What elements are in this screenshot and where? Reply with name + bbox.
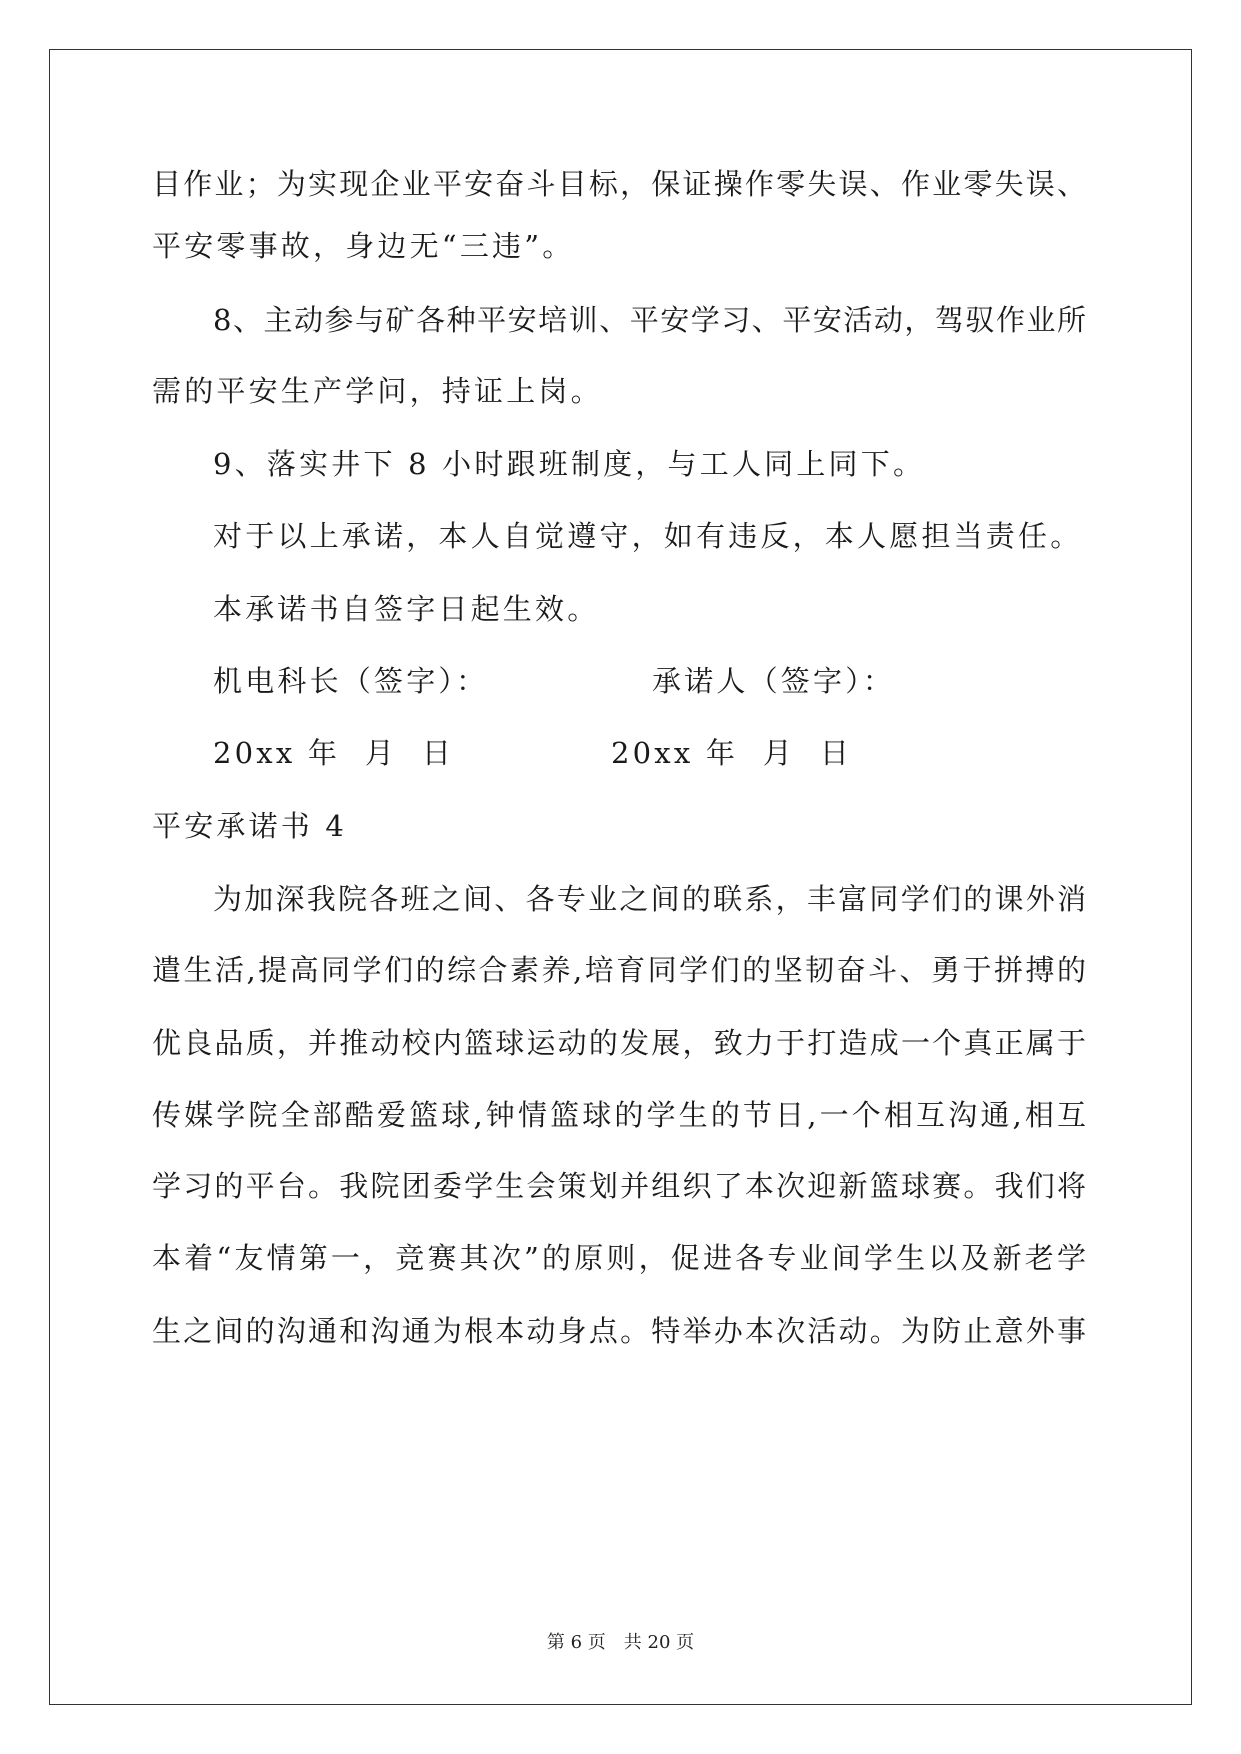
section-line-6: 本着“友情第一，竞赛其次”的原则，促进各专业间学生以及新老学 — [152, 1241, 1086, 1275]
body-line-5: 9、落实井下 8 小时跟班制度，与工人同上同下。 — [213, 447, 926, 481]
page-border — [49, 49, 1192, 1705]
section-line-1: 为加深我院各班之间、各专业之间的联系，丰富同学们的课外消 — [213, 882, 1086, 916]
section-line-5: 学习的平台。我院团委学生会策划并组织了本次迎新篮球赛。我们将 — [152, 1169, 1086, 1203]
section-line-7: 生之间的沟通和沟通为根本动身点。特举办本次活动。为防止意外事 — [152, 1314, 1086, 1348]
body-line-3: 8、主动参与矿各种平安培训、平安学习、平安活动，驾驭作业所 — [213, 303, 1086, 337]
signature-left-date: 20xx 年 月 日 — [213, 736, 455, 770]
signature-right-label: 承诺人（签字）： — [652, 664, 896, 698]
section-line-4: 传媒学院全部酷爱篮球,钟情篮球的学生的节日,一个相互沟通,相互 — [152, 1098, 1086, 1132]
section-line-2: 遣生活,提高同学们的综合素养,培育同学们的坚韧奋斗、勇于拼搏的 — [152, 953, 1086, 987]
body-line-1: 目作业；为实现企业平安奋斗目标，保证操作零失误、作业零失误、 — [152, 167, 1086, 201]
section-title: 平安承诺书 4 — [152, 809, 348, 843]
signature-left-label: 机电科长（签字）： — [213, 664, 489, 698]
body-line-2: 平安零事故，身边无“三违”。 — [152, 229, 575, 263]
body-line-7: 本承诺书自签字日起生效。 — [213, 592, 600, 626]
page-footer: 第 6 页 共 20 页 — [546, 1632, 695, 1653]
body-line-6: 对于以上承诺，本人自觉遵守，如有违反，本人愿担当责任。 — [213, 519, 1083, 553]
section-line-3: 优良品质，并推动校内篮球运动的发展，致力于打造成一个真正属于 — [152, 1026, 1086, 1060]
body-line-4: 需的平安生产学问，持证上岗。 — [152, 374, 603, 408]
signature-right-date: 20xx 年 月 日 — [611, 736, 853, 770]
